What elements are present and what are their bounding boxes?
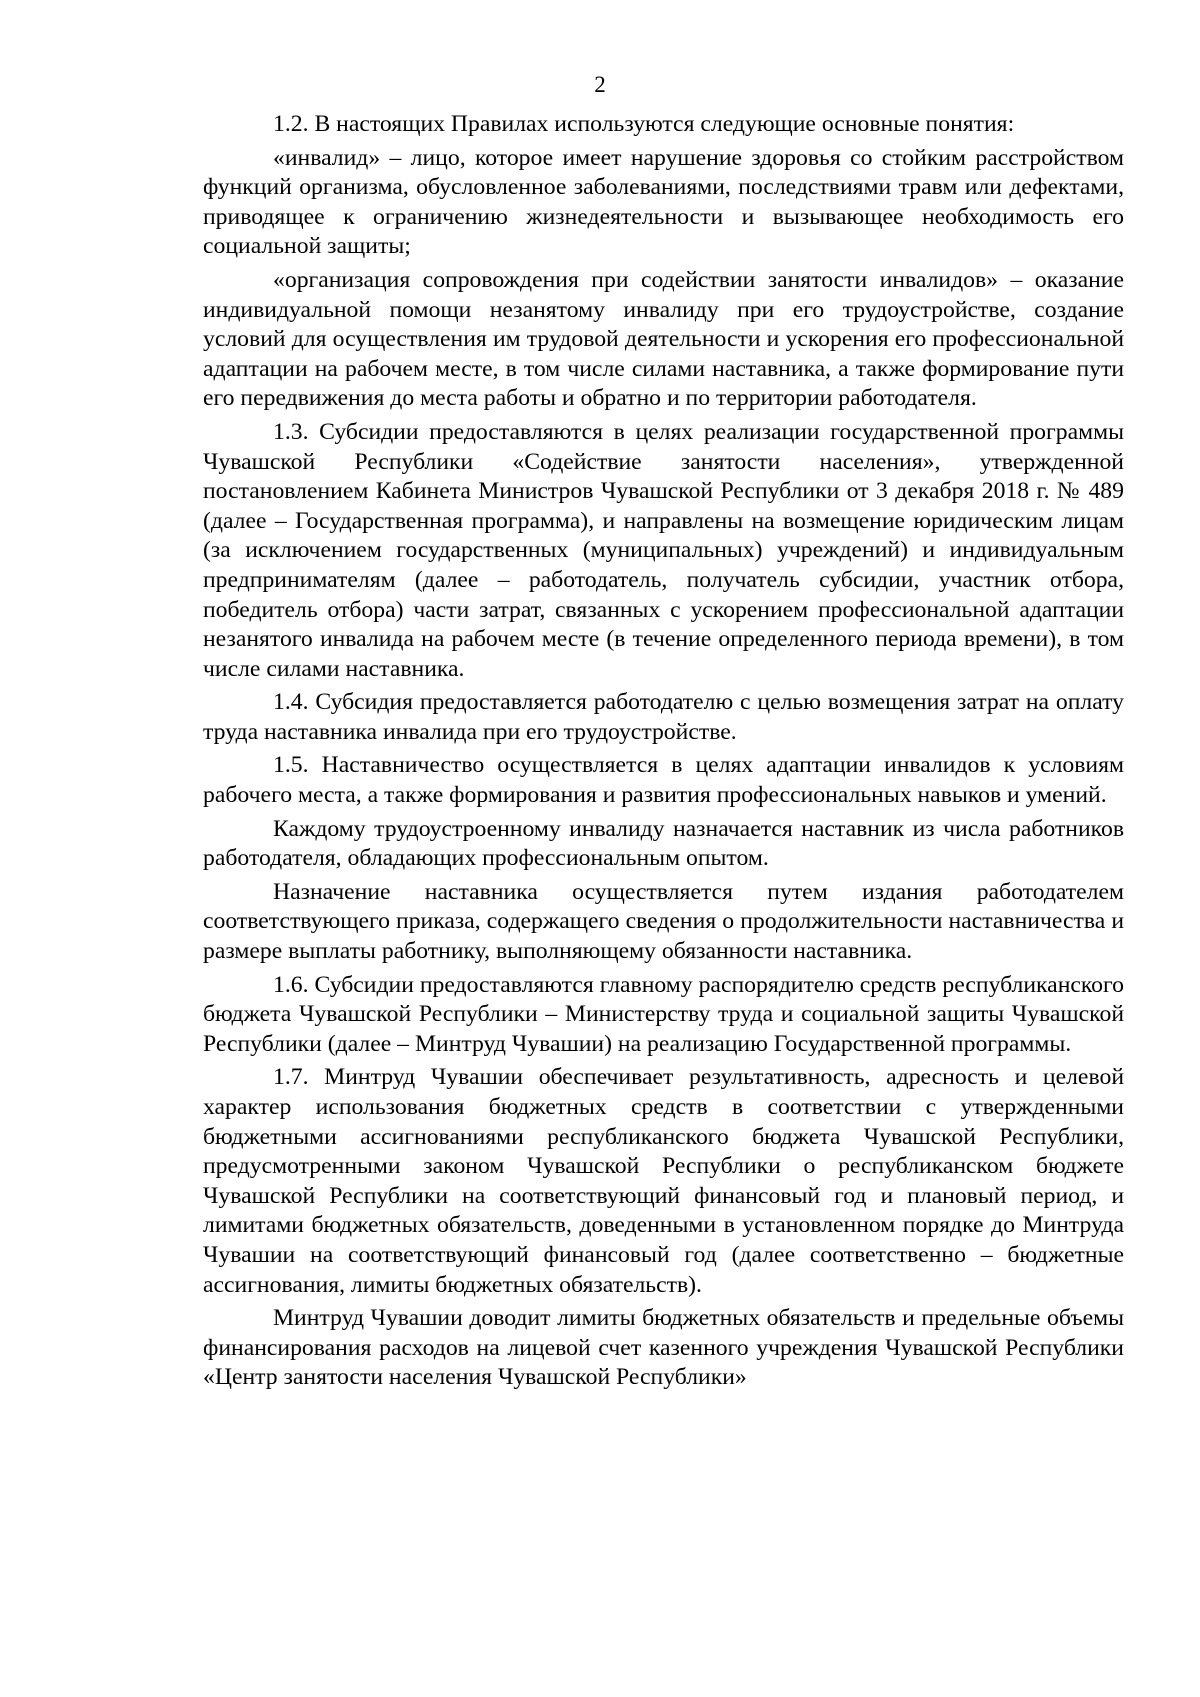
paragraph-1-4: 1.4. Субсидия предоставляется работодателю с целью возмещения затрат на оплату труда наставника инвалида при его трудоустройстве. xyxy=(203,689,1124,745)
paragraph-1-2: 1.2. В настоящих Правилах используются следующие основные понятия: xyxy=(273,111,1015,137)
paragraph-1-3: 1.3. Субсидии предоставляются в целях реализации государственной программы Чувашской Республики «Содействие занятости населения», утвержденной постановлением Кабинета Министров Чувашской Республики от 3 декабря 2018 г. № 489 (далее – Государственная программа), и направлены на возмещение юридическим лицам (за исключением государственных (муниципальных) учреждений) и индивидуальным предпринимателям (далее – работодатель, получатель субсидии, участник отбора, победитель отбора) части затрат, связанных с ускорением профессиональной адаптации незанятого инвалида на рабочем месте (в течение определенного периода времени), в том числе силами наставника. xyxy=(203,418,1124,682)
paragraph-definition-invalid: «инвалид» – лицо, которое имеет нарушение здоровья со стойким расстройством функций организма, обусловленное заболеваниями, последствиями травм или дефектами, приводящее к ограничению жизнедеятельности и вызывающее необходимость его социальной защиты; xyxy=(203,144,1124,260)
page-number: 2 xyxy=(594,72,606,97)
paragraph-definition-support: «организация сопровождения при содействии занятости инвалидов» – оказание индивидуальной помощи незанятому инвалиду при его трудоустройстве, создание условий для осуществления им трудовой деятельности и ускорения его профессиональной адаптации на рабочем месте, в том числе силами наставника, а также формирование пути его передвижения до места работы и обратно и по территории работодателя. xyxy=(203,266,1124,412)
paragraph-limits: Минтруд Чувашии доводит лимиты бюджетных обязательств и предельные объемы финансирования расходов на лицевой счет казенного учреждения Чувашской Республики «Центр занятости населения Чувашской Республики» xyxy=(203,1305,1124,1391)
document-body xyxy=(203,110,1124,1397)
paragraph-1-5: 1.5. Наставничество осуществляется в целях адаптации инвалидов к условиям рабочего места, а также формирования и развития профессиональных навыков и умений. xyxy=(203,752,1124,809)
paragraph-1-6: 1.6. Субсидии предоставляются главному распорядителю средств республиканского бюджета Чувашской Республики – Министерству труда и социальной защиты Чувашской Республики (далее – Минтруд Чувашии) на реализацию Государственной программы. xyxy=(203,971,1124,1057)
paragraph-mentor-assignment: Каждому трудоустроенному инвалиду назначается наставник из числа работников работодателя, обладающих профессиональным опытом. xyxy=(203,815,1124,872)
paragraph-1-7: 1.7. Минтруд Чувашии обеспечивает результативность, адресность и целевой характер использования бюджетных средств в соответствии с утвержденными бюджетными ассигнованиями республиканского бюджета Чувашской Республики, предусмотренными законом Чувашской Республики о республиканском бюджете Чувашской Республики на соответствующий финансовый год и плановый период, и лимитами бюджетных обязательств, доведенными в установленном порядке до Минтруда Чувашии на соответствующий финансовый год (далее соответственно – бюджетные ассигнования, лимиты бюджетных обязательств). xyxy=(203,1064,1124,1298)
paragraph-mentor-order: Назначение наставника осуществляется путем издания работодателем соответствующего приказа, содержащего сведения о продолжительности наставничества и размере выплаты работнику, выполняющему обязанности наставника. xyxy=(203,878,1124,965)
